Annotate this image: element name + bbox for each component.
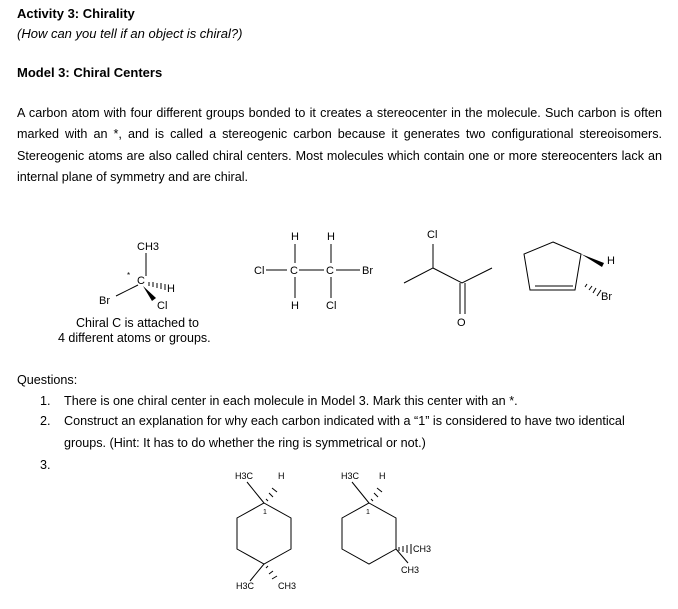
mol1-ch3-label: CH3 — [137, 241, 160, 253]
mol3-cl: Cl — [427, 229, 438, 241]
q3r-ch3-right: CH3 — [413, 544, 432, 554]
mol1-cl-label: Cl — [157, 300, 168, 312]
mol3-o: O — [457, 317, 466, 329]
mol2-cl-bottom: Cl — [326, 300, 337, 312]
q3l-label1: 1 — [263, 509, 267, 516]
molecule-cyclopentene — [524, 242, 615, 303]
mol2-h3: H — [291, 300, 299, 312]
mol2-br: Br — [362, 265, 373, 277]
q3r-h-top: H — [379, 471, 386, 481]
model-title: Model 3: Chiral Centers — [17, 65, 163, 80]
q2-text-line2: groups. (Hint: It has to do whether the ring is symmetrical or not.) — [64, 436, 426, 450]
q1-number: 1. — [40, 394, 51, 408]
q2-text: Construct an explanation for why each carbon indicated with a “1” is considered to have two identical — [64, 414, 625, 428]
q3r-label1: 1 — [366, 509, 370, 516]
chiral-caption-line1: Chiral C is attached to — [76, 316, 199, 330]
mol4-br: Br — [601, 291, 612, 303]
mol2-h2: H — [327, 231, 335, 243]
q3l-h3c-top: H3C — [235, 471, 254, 481]
q3-number: 3. — [40, 458, 51, 472]
q3-right-cyclohexane — [341, 471, 431, 575]
intro-paragraph: A carbon atom with four different groups bonded to it creates a stereocenter in the molecule. Such carbon is often marked with an *, and is called a stereogenic carbon because it generates two configurational stereoisomers. Stereogenic atoms are also called chiral centers. Most molecules which contain one or more stereocenters lack an internal plane of symmetry and are chiral. — [17, 106, 662, 184]
q3l-ch3-bottom: CH3 — [278, 581, 297, 591]
chiral-caption-line2: 4 different atoms or groups. — [58, 331, 211, 345]
mol1-star: * — [127, 271, 131, 280]
mol1-h-label: H — [167, 283, 175, 295]
q3r-ch3-bottom: CH3 — [401, 565, 420, 575]
questions-heading: Questions: — [17, 373, 78, 387]
model-molecules-figure — [0, 220, 678, 355]
q3l-h-top: H — [278, 471, 285, 481]
mol1-c-label: C — [137, 275, 145, 287]
mol2-c1: C — [290, 265, 298, 277]
molecule-dichloro-bromo — [254, 231, 373, 312]
q3l-h3c-bottom: H3C — [236, 581, 255, 591]
q3r-h3c-top: H3C — [341, 471, 360, 481]
mol2-h1: H — [291, 231, 299, 243]
q2-number: 2. — [40, 414, 51, 428]
mol1-br-label: Br — [99, 295, 110, 307]
q3-molecules-figure — [0, 466, 678, 606]
mol2-cl-left: Cl — [254, 265, 265, 277]
activity-subtitle: (How can you tell if an object is chiral?) — [17, 26, 243, 41]
molecule-chloro-ketone — [404, 229, 492, 329]
q3-left-cyclohexane — [235, 471, 296, 591]
mol4-h: H — [607, 255, 615, 267]
q1-text: There is one chiral center in each molecule in Model 3. Mark this center with an *. — [64, 394, 518, 408]
molecule-chiral-carbon — [99, 241, 175, 312]
activity-title: Activity 3: Chirality — [17, 6, 135, 21]
mol2-c2: C — [326, 265, 334, 277]
